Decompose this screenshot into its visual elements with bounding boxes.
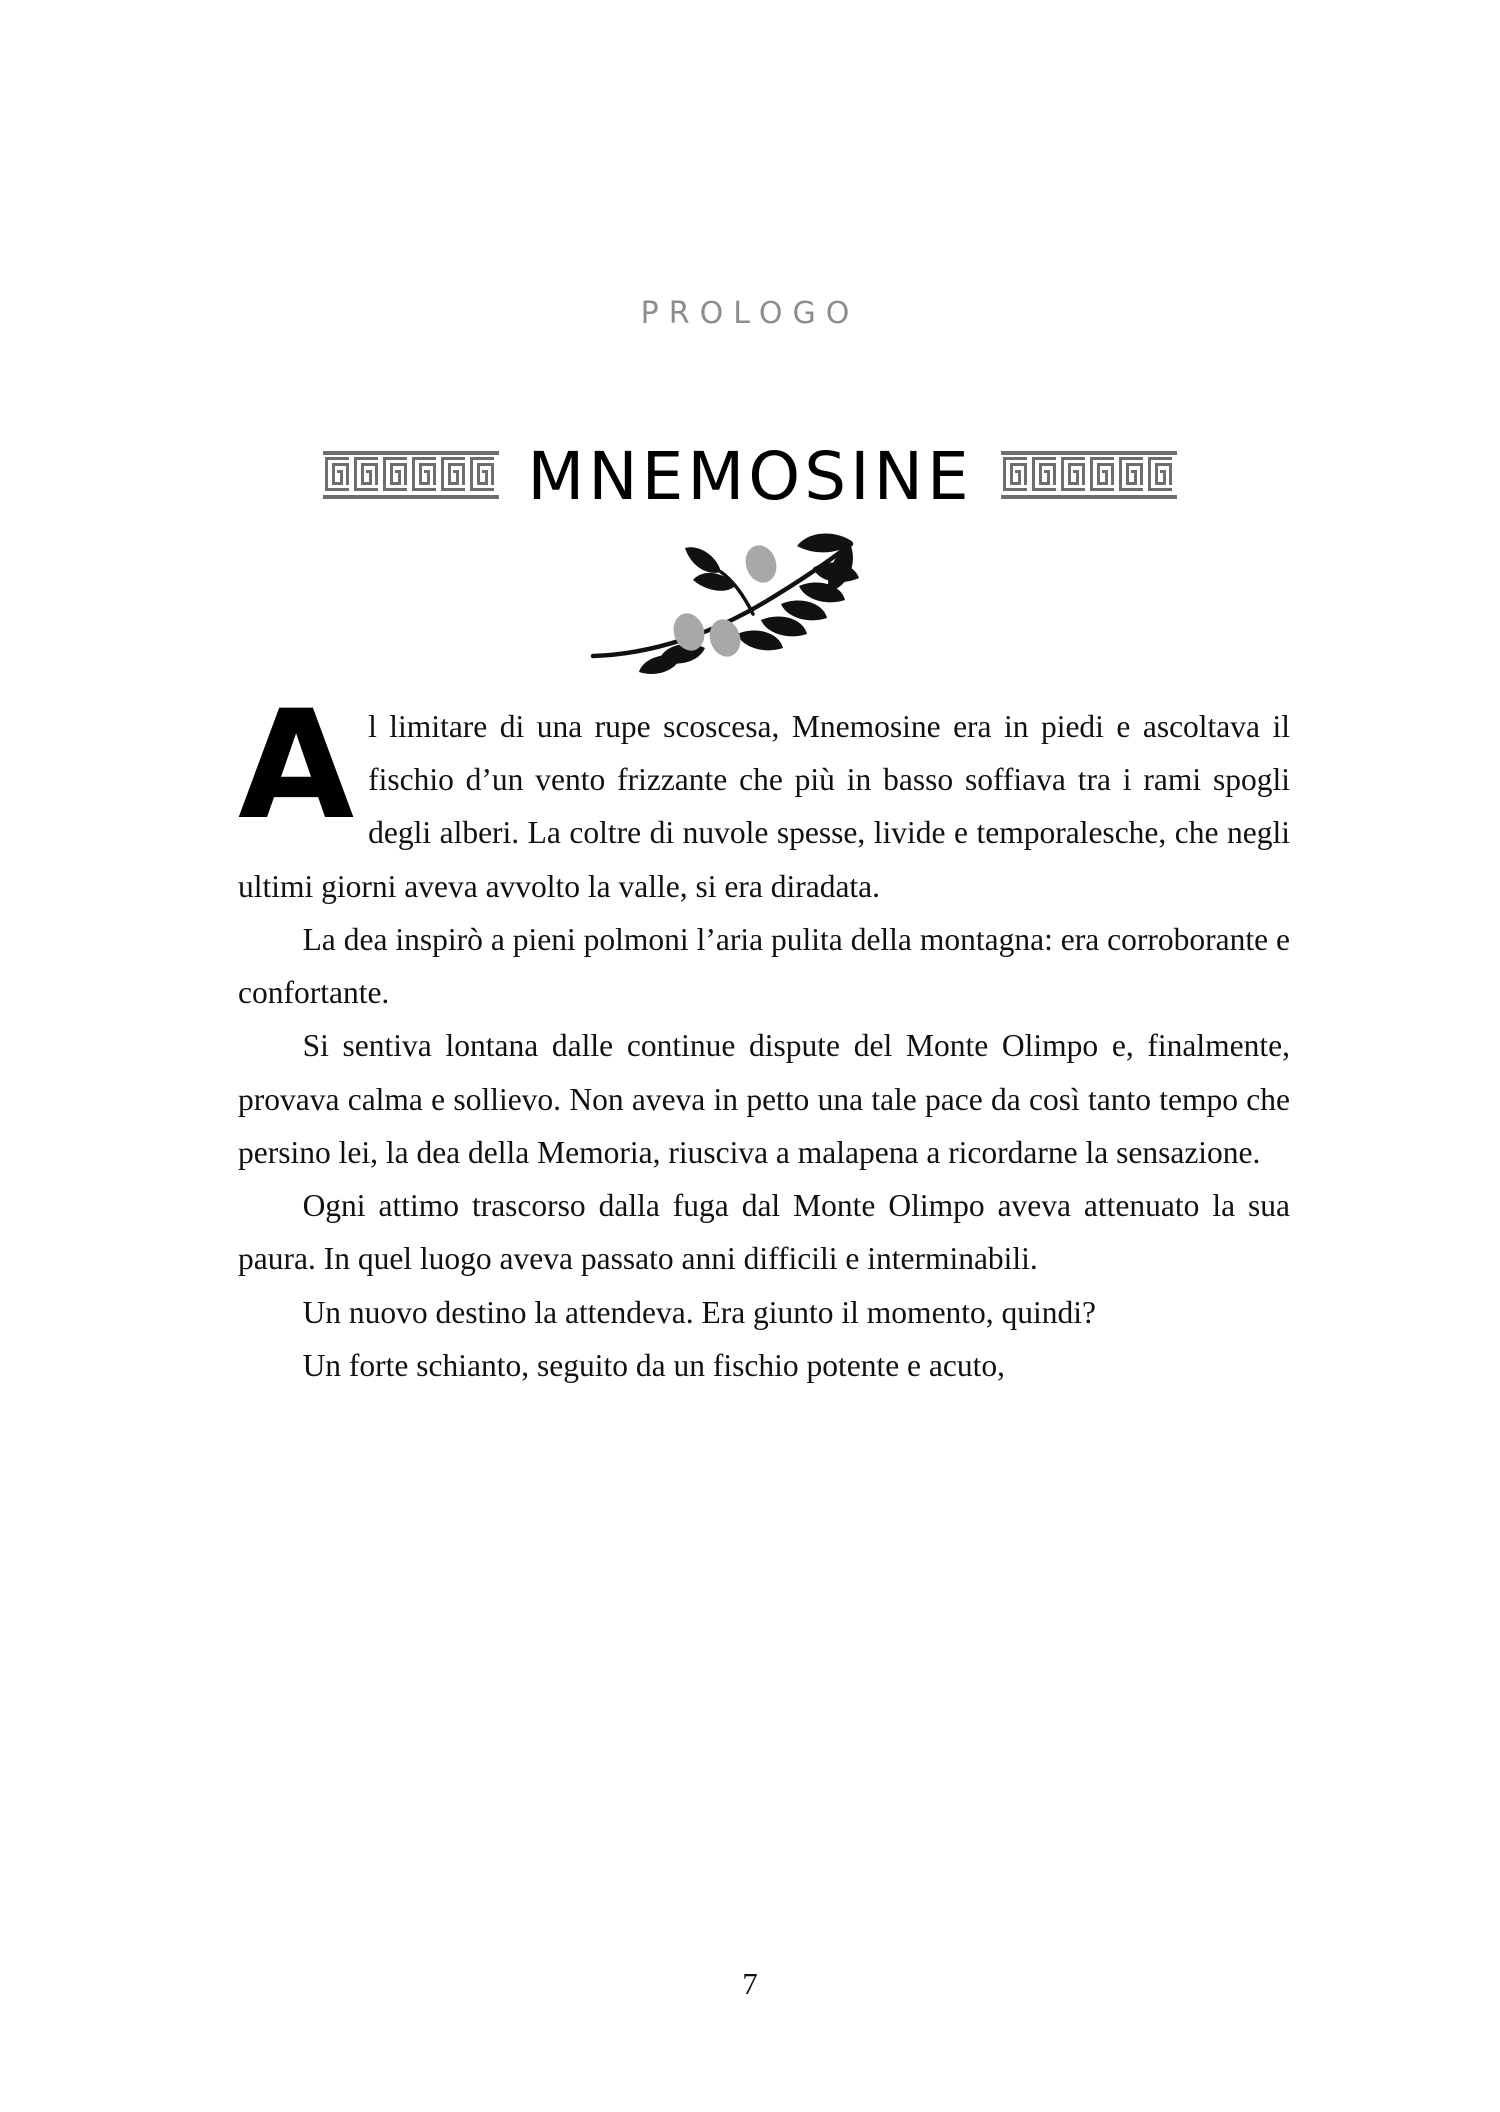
paragraph-5: Un nuovo destino la attendeva. Era giunto il momento, quindi?	[302, 1294, 1097, 1330]
paragraph-1	[238, 679, 1290, 913]
body-text	[238, 679, 1290, 1392]
paragraph-3: Si sentiva lontana dalle continue dispute del Monte Olimpo e, finalmente, provava calma e sollievo. Non aveva in petto una tale pace da così tanto tempo che persino lei, la dea della Memoria, riusciva a malapena a ricordarne la sensazione.	[238, 1028, 1290, 1170]
page-number: 7	[742, 1966, 758, 2001]
page-title: MNEMOSINE	[527, 438, 973, 516]
olive-branch-ornament	[0, 528, 1500, 683]
paragraph-1-text: l limitare di una rupe scoscesa, Mnemosine era in piedi e ascoltava il fischio d’un vento frizzante che più in basso soffiava tra i rami spogli degli alberi. La coltre di nuvole spesse, livide e temporalesche, che negli ultimi giorni aveva avvolto la valle, si era diradata.	[238, 709, 1290, 904]
prologue-label: PROLOGO	[640, 296, 860, 331]
greek-meander-border-icon-left	[323, 449, 499, 506]
paragraph-6: Un forte schianto, seguito da un fischio potente e acuto,	[302, 1347, 1005, 1383]
paragraph-2: La dea inspirò a pieni polmoni l’aria pulita della montagna: era corroborante e confortante.	[238, 921, 1290, 1011]
paragraph-4: Ogni attimo trascorso dalla fuga dal Monte Olimpo aveva attenuato la sua paura. In quel luogo aveva passato anni difficili e interminabili.	[238, 1188, 1290, 1277]
greek-meander-border-icon-right	[1001, 449, 1177, 506]
dropcap: A	[238, 679, 355, 853]
olive-branch-icon	[585, 528, 915, 683]
